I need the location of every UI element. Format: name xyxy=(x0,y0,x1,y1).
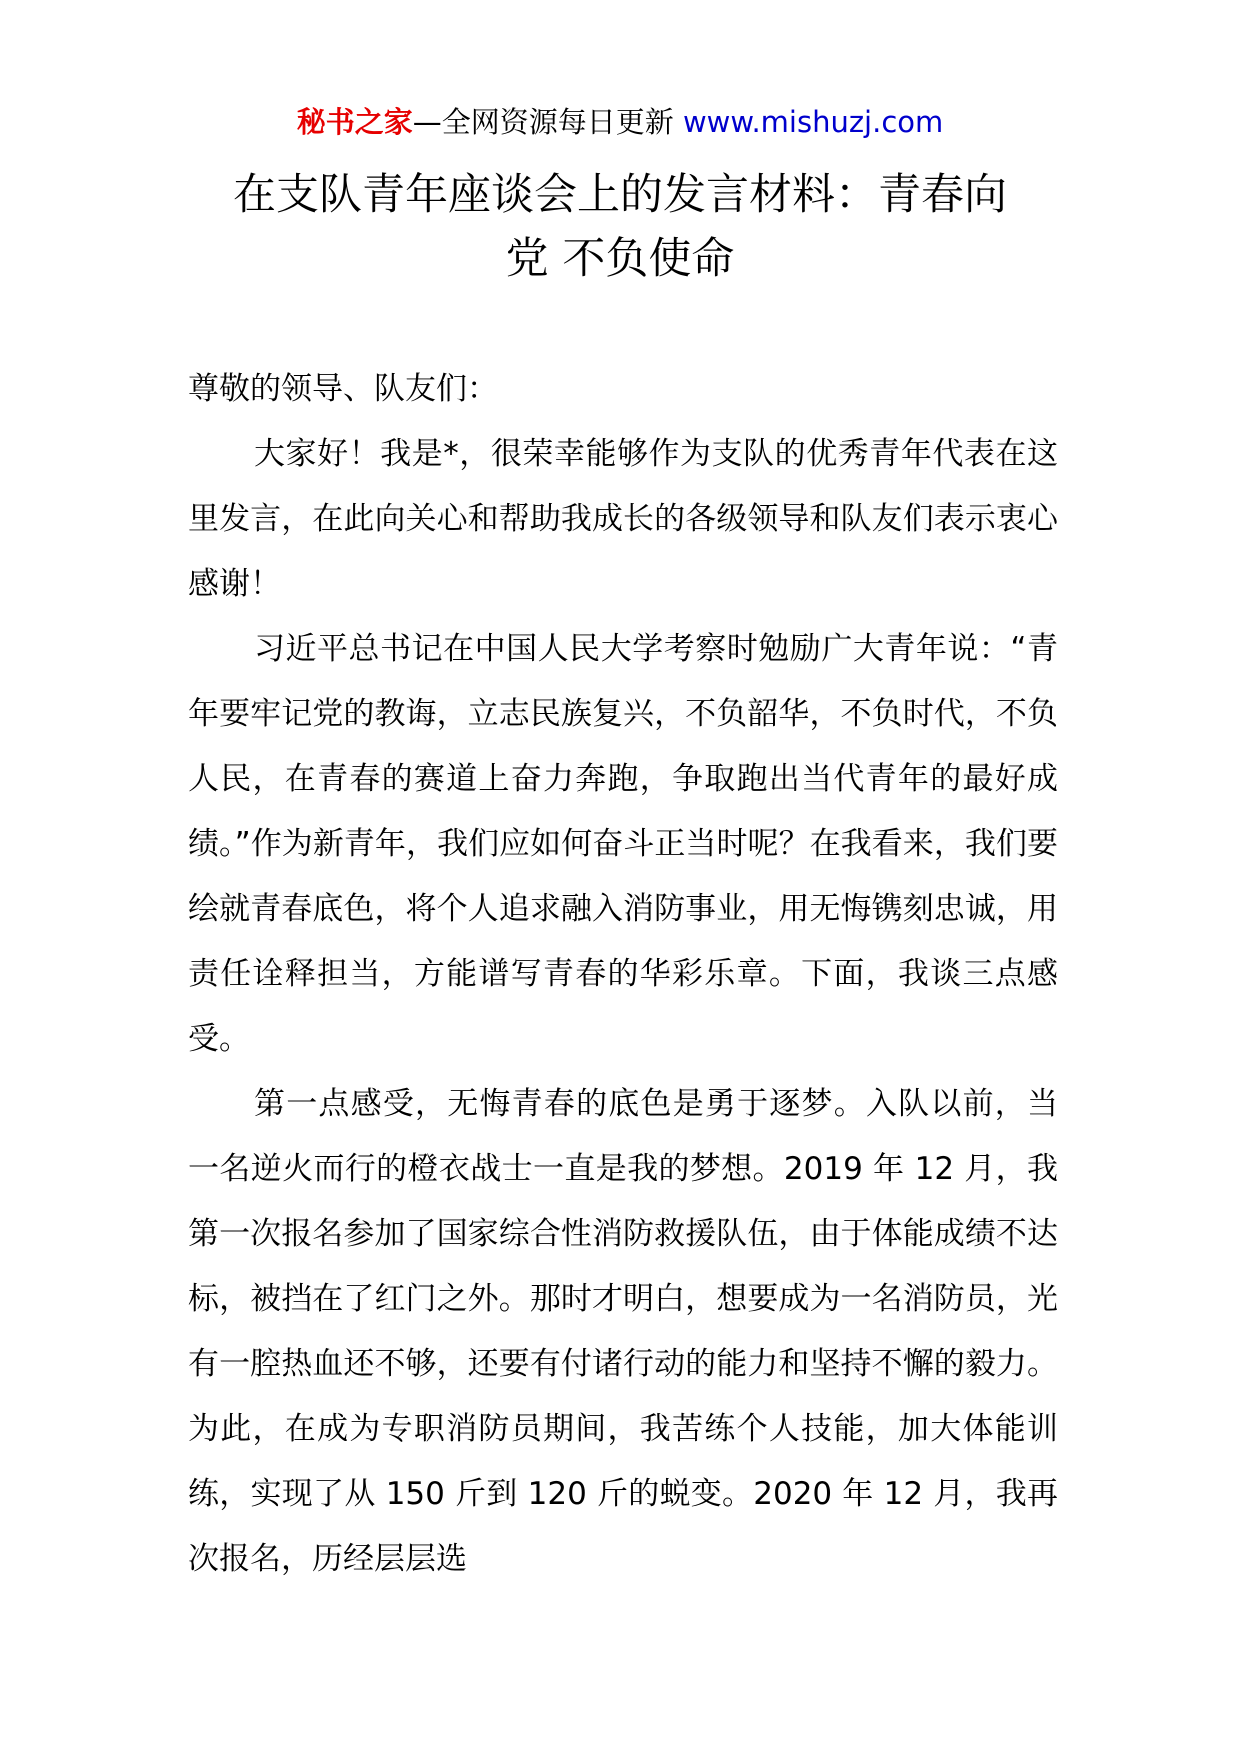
site-tagline: —全网资源每日更新 xyxy=(412,105,683,139)
document-body xyxy=(188,357,1058,1592)
title-line-2: 党 不负使命 xyxy=(505,234,735,284)
site-header xyxy=(0,102,1240,142)
paragraph-greeting: 大家好！我是*，很荣幸能够作为支队的优秀青年代表在这里发言，在此向关心和帮助我成长的各级领导和队友们表示衷心感谢！ xyxy=(188,436,1058,602)
site-url-link[interactable]: www.mishuzj.com xyxy=(682,105,944,139)
document-title xyxy=(160,163,1080,291)
paragraph-quote: 习近平总书记在中国人民大学考察时勉励广大青年说：“青年要牢记党的教诲，立志民族复兴，不负韶华，不负时代，不负人民，在青春的赛道上奋力奔跑，争取跑出当代青年的最好成绩。”作为新青年，我们应如何奋斗正当时呢？在我看来，我们要绘就青春底色，将个人追求融入消防事业，用无悔镌刻忠诚，用责任诠释担当，方能谱写青春的华彩乐章。下面，我谈三点感受。 xyxy=(188,631,1058,1057)
title-line-1: 在支队青年座谈会上的发言材料：青春向 xyxy=(233,170,1007,220)
site-brand: 秘书之家 xyxy=(296,105,413,139)
paragraph-first-point: 第一点感受，无悔青春的底色是勇于逐梦。入队以前，当一名逆火而行的橙衣战士一直是我的梦想。2019 年 12 月，我第一次报名参加了国家综合性消防救援队伍，由于体能成绩不达标，被挡在了红门之外。那时才明白，想要成为一名消防员，光有一腔热血还不够，还要有付诸行动的能力和坚持不懈的毅力。为此，在成为专职消防员期间，我苦练个人技能，加大体能训练，实现了从 150 斤到 120 斤的蜕变。2020 年 12 月，我再次报名，历经层层选 xyxy=(188,1086,1058,1577)
salutation: 尊敬的领导、队友们： xyxy=(188,371,498,407)
